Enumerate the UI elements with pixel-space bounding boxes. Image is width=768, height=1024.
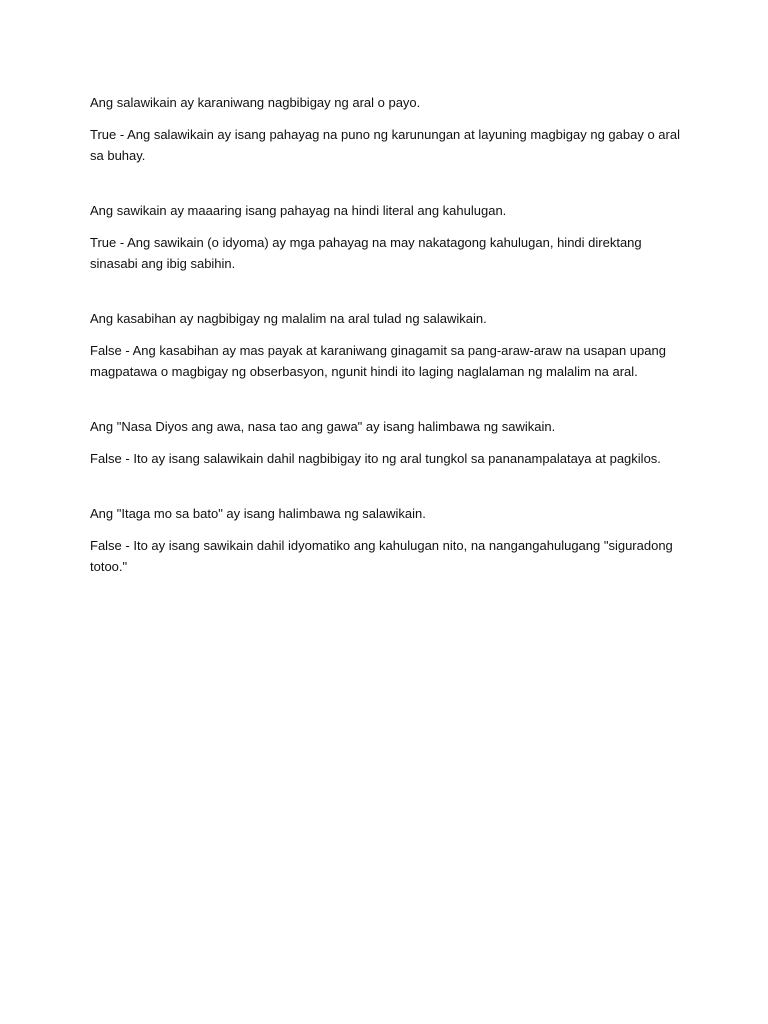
question-item [90, 308, 680, 382]
question-answer: False - Ito ay isang salawikain dahil nagbibigay ito ng aral tungkol sa pananampalataya at pagkilos. [90, 451, 661, 466]
question-answer: False - Ang kasabihan ay mas payak at karaniwang ginagamit sa pang-araw-araw na usapan upang magpatawa o magbigay ng obserbasyon, ngunit hindi ito laging naglalaman ng malalim na aral. [90, 343, 666, 379]
question-statement: Ang salawikain ay karaniwang nagbibigay ng aral o payo. [90, 95, 421, 110]
question-answer: False - Ito ay isang sawikain dahil idyomatiko ang kahulugan nito, na nangangahulugang "siguradong totoo." [90, 538, 673, 574]
question-item [90, 200, 680, 274]
question-item [90, 92, 680, 166]
question-statement: Ang kasabihan ay nagbibigay ng malalim na aral tulad ng salawikain. [90, 311, 487, 326]
question-answer: True - Ang sawikain (o idyoma) ay mga pahayag na may nakatagong kahulugan, hindi direktang sinasabi ang ibig sabihin. [90, 235, 642, 271]
document-body [90, 92, 680, 611]
question-answer: True - Ang salawikain ay isang pahayag na puno ng karunungan at layuning magbigay ng gabay o aral sa buhay. [90, 127, 680, 163]
question-statement: Ang "Nasa Diyos ang awa, nasa tao ang gawa" ay isang halimbawa ng sawikain. [90, 419, 556, 434]
question-statement: Ang sawikain ay maaaring isang pahayag na hindi literal ang kahulugan. [90, 203, 507, 218]
question-item [90, 503, 680, 577]
question-statement: Ang "Itaga mo sa bato" ay isang halimbawa ng salawikain. [90, 506, 426, 521]
question-item [90, 416, 680, 469]
